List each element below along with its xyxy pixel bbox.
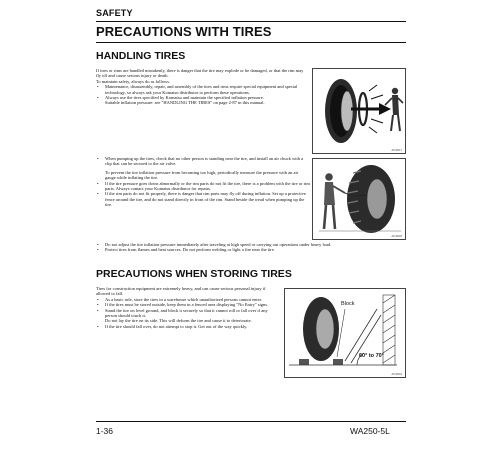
list-item: • Do not adjust the tire inflation pressure immediately after traveling at high speed or carrying out operations under heavy load. [96, 242, 406, 247]
title-rule [96, 42, 406, 43]
handling-text-block-3 [96, 242, 406, 253]
list-item: • As a basic rule, store the tires in a warehouse which unauthorized persons cannot enter. [96, 297, 280, 302]
list-item: • Always use the tires specified by Komatsu and maintain the specified inflation pressure. [96, 95, 308, 100]
list-item: • Stand the tire on level ground, and block it securely so that it cannot roll or fall over if any person should touch it. [96, 308, 280, 319]
handling-bullets-b [96, 181, 310, 208]
storing-intro: Tires for construction equipment are extremely heavy, and can cause serious personal injury if allowed to fall. [96, 286, 266, 297]
angle-label: 60° to 70° [359, 353, 384, 359]
heading-storing-tires: PRECAUTIONS WHEN STORING TIRES [96, 268, 292, 280]
page-number: 1-36 [96, 426, 114, 436]
model-name: WA250-5L [350, 426, 390, 436]
figure-rim-fly-off [312, 68, 406, 154]
storing-bullet-last [96, 324, 280, 329]
handling-text-block-1 [96, 68, 308, 106]
inflation-note: Suitable inflation pressure: see "HANDLING THE TIRES" on page 2-87 in this manual. [105, 100, 265, 106]
side-note: Do not lay the tire on its side. This will deform the tire and cause it to deteriorate. [105, 318, 252, 324]
footer-rule [96, 421, 406, 422]
list-item: • When pumping up the tires, check that no other person is standing near the tire, and install an air chuck with a clip that can be secured to the air valve. [96, 156, 310, 167]
list-item: • Maintenance, disassembly, repair, and assembly of the tires and rims require special equipment and special technology, so always ask your Komatsu distributor to perform these operations. [96, 84, 308, 95]
list-item: • If the tire pressure goes down abnormally or the rim parts do not fit the tire, there is a problem with the tire or rim parts. Always contact your Komatsu distributor for repairs. [96, 181, 310, 192]
handling-bullets-a [96, 84, 308, 100]
figure-inflating-tire [312, 158, 406, 240]
list-item: • Protect tires from flames and heat sources. Do not perform welding or light a fire near the tire. [96, 247, 406, 252]
storing-text-block [96, 286, 280, 329]
figure-code: A6-SD18 [391, 235, 402, 238]
header-rule [96, 21, 406, 22]
handling-text-block-2 [96, 156, 310, 208]
list-item: • If the tires must be stored outside, keep them in a fenced area displaying "No Entry" signs. [96, 302, 280, 307]
rim-explosion-illustration [313, 69, 405, 153]
pressure-note: To prevent the tire inflation pressure from becoming too high, periodically measure the pressure with an air gauge while inflating the tire. [105, 169, 299, 181]
page-title: PRECAUTIONS WITH TIRES [96, 24, 272, 39]
handling-intro: If tires or rims are handled mistakenly, there is danger that the tire may explode or be damaged, or that the rim may fly off and cause serious injury or death. [96, 68, 304, 79]
handling-bullets-full [96, 242, 406, 253]
handling-bullet-pumping [96, 156, 310, 167]
list-item: • If the rim parts do not fit properly, there is danger that rim parts may fly off during inflation. Set up a protective fence around the tire, and do not stand directly in front of the rim. Stand beside the tread when pumping up the tire. [96, 191, 310, 207]
section-label: SAFETY [96, 8, 133, 18]
handling-maintain: To maintain safety, always do as follows. [96, 78, 171, 84]
block-label: Block [341, 301, 355, 307]
heading-handling-tires: HANDLING TIRES [96, 50, 186, 62]
list-item: • If the tire should fall over, do not attempt to stop it. Get out of the way quickly. [96, 324, 280, 329]
inflating-tire-illustration [313, 159, 405, 239]
figure-code: A6-SD17 [391, 149, 402, 152]
figure-tire-storage [284, 288, 406, 378]
storing-bullets [96, 297, 280, 319]
figure-code: A6-SD19 [391, 373, 402, 376]
